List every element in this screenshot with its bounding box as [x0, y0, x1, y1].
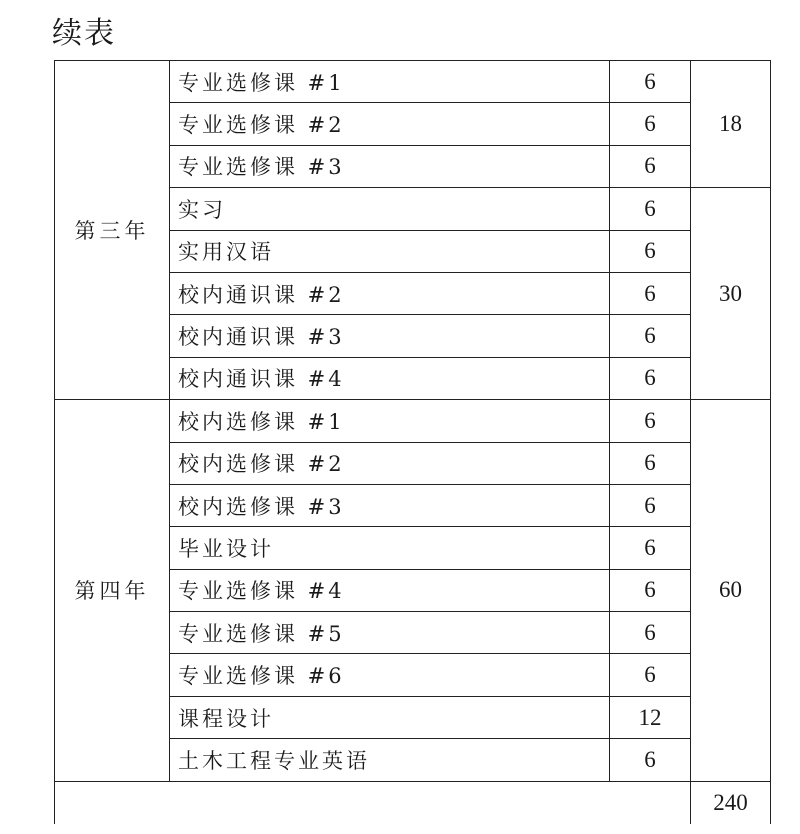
subtotal-cell: 30: [691, 188, 771, 400]
total-row: [55, 781, 771, 823]
credit-cell: 6: [610, 400, 691, 442]
course-name-cell: 校内选修课 #1: [170, 400, 610, 442]
credit-cell: 6: [610, 612, 691, 654]
credit-cell: 6: [610, 272, 691, 314]
credit-cell: 6: [610, 654, 691, 696]
grand-total-cell: 240: [691, 781, 771, 823]
credit-cell: 6: [610, 357, 691, 399]
credit-cell: 6: [610, 484, 691, 526]
course-name-cell: 专业选修课 #4: [170, 569, 610, 611]
credit-cell: 6: [610, 61, 691, 103]
credit-cell: 6: [610, 569, 691, 611]
credit-cell: 6: [610, 103, 691, 145]
course-name-cell: 实习: [170, 188, 610, 230]
course-name-cell: 毕业设计: [170, 527, 610, 569]
credit-cell: 12: [610, 696, 691, 738]
credit-cell: 6: [610, 442, 691, 484]
course-credit-table: [54, 60, 771, 824]
course-name-cell: 校内通识课 #4: [170, 357, 610, 399]
course-name-cell: 校内选修课 #3: [170, 484, 610, 526]
course-name-cell: 土木工程专业英语: [170, 739, 610, 781]
credit-cell: 6: [610, 739, 691, 781]
credit-cell: 6: [610, 230, 691, 272]
course-name-cell: 课程设计: [170, 696, 610, 738]
page-title: 续表: [52, 16, 116, 51]
course-name-cell: 专业选修课 #3: [170, 145, 610, 187]
credit-cell: 6: [610, 315, 691, 357]
course-name-cell: 校内通识课 #2: [170, 272, 610, 314]
table-body: [55, 61, 771, 824]
table-row: [55, 61, 771, 103]
year-cell: 第四年: [55, 400, 170, 782]
year-cell: 第三年: [55, 61, 170, 400]
subtotal-cell: 18: [691, 61, 771, 188]
course-name-cell: 专业选修课 #5: [170, 612, 610, 654]
subtotal-cell: 60: [691, 400, 771, 782]
credit-cell: 6: [610, 527, 691, 569]
total-label-cell: [55, 781, 691, 823]
table-row: [55, 400, 771, 442]
course-name-cell: 专业选修课 #1: [170, 61, 610, 103]
course-name-cell: 校内通识课 #3: [170, 315, 610, 357]
course-name-cell: 专业选修课 #2: [170, 103, 610, 145]
credit-cell: 6: [610, 188, 691, 230]
credit-cell: 6: [610, 145, 691, 187]
course-name-cell: 实用汉语: [170, 230, 610, 272]
course-name-cell: 校内选修课 #2: [170, 442, 610, 484]
course-name-cell: 专业选修课 #6: [170, 654, 610, 696]
